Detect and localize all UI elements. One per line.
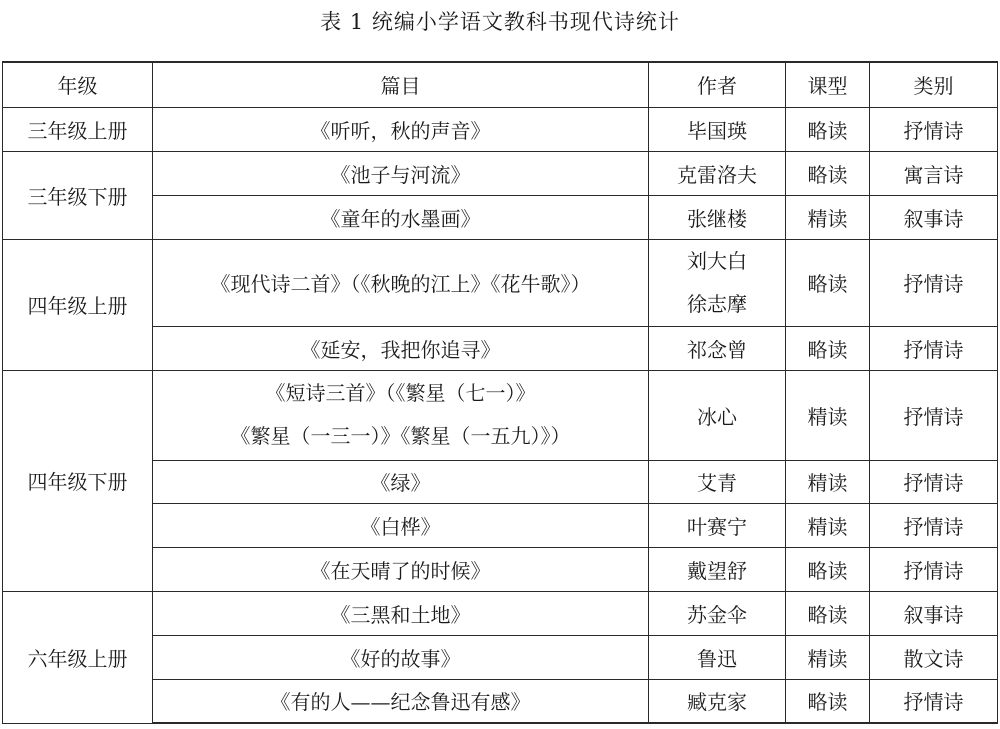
type-cell: 略读 xyxy=(786,151,870,195)
table-row xyxy=(3,679,998,723)
author-cell: 鲁迅 xyxy=(649,635,786,679)
author-cell xyxy=(649,239,786,326)
author-line: 徐志摩 xyxy=(687,291,747,316)
type-cell: 略读 xyxy=(786,239,870,326)
author-cell: 毕国瑛 xyxy=(649,107,786,151)
header-type: 课型 xyxy=(786,62,870,107)
grade-cell: 三年级下册 xyxy=(3,151,153,239)
header-author: 作者 xyxy=(649,62,786,107)
title-cell: 《童年的水墨画》 xyxy=(153,195,649,239)
title-cell: 《在天晴了的时候》 xyxy=(153,547,649,591)
category-cell: 抒情诗 xyxy=(870,370,998,460)
table-row xyxy=(3,591,998,635)
author-line: 刘大白 xyxy=(687,248,747,273)
category-cell: 抒情诗 xyxy=(870,326,998,370)
category-cell: 抒情诗 xyxy=(870,679,998,723)
type-cell: 精读 xyxy=(786,195,870,239)
category-cell: 叙事诗 xyxy=(870,195,998,239)
author-cell: 苏金伞 xyxy=(649,591,786,635)
table-row xyxy=(3,503,998,547)
table-row xyxy=(3,326,998,370)
table-row xyxy=(3,195,998,239)
author-cell: 艾青 xyxy=(649,460,786,503)
category-cell: 抒情诗 xyxy=(870,107,998,151)
title-cell: 《有的人——纪念鲁迅有感》 xyxy=(153,679,649,723)
grade-cell: 四年级上册 xyxy=(3,239,153,370)
header-grade: 年级 xyxy=(3,62,153,107)
table-row xyxy=(3,107,998,151)
header-row xyxy=(3,62,998,107)
category-cell: 叙事诗 xyxy=(870,591,998,635)
table-row xyxy=(3,547,998,591)
title-cell: 《延安，我把你追寻》 xyxy=(153,326,649,370)
grade-cell: 四年级下册 xyxy=(3,370,153,591)
author-cell: 冰心 xyxy=(649,370,786,460)
type-cell: 略读 xyxy=(786,326,870,370)
title-line: 《繁星（一三一）》《繁星（一五九）》） xyxy=(230,424,571,448)
category-cell: 抒情诗 xyxy=(870,547,998,591)
grade-cell: 三年级上册 xyxy=(3,107,153,151)
header-category: 类别 xyxy=(870,62,998,107)
author-cell: 祁念曾 xyxy=(649,326,786,370)
author-cell: 克雷洛夫 xyxy=(649,151,786,195)
type-cell: 略读 xyxy=(786,591,870,635)
title-cell: 《白桦》 xyxy=(153,503,649,547)
type-cell: 略读 xyxy=(786,107,870,151)
table-caption: 表 1 统编小学语文教科书现代诗统计 xyxy=(320,10,680,34)
poetry-statistics-table xyxy=(2,61,998,724)
title-cell: 《绿》 xyxy=(153,460,649,503)
table-row xyxy=(3,151,998,195)
type-cell: 精读 xyxy=(786,370,870,460)
author-cell: 臧克家 xyxy=(649,679,786,723)
title-cell xyxy=(153,370,649,460)
title-cell: 《三黑和土地》 xyxy=(153,591,649,635)
category-cell: 抒情诗 xyxy=(870,239,998,326)
grade-cell: 六年级上册 xyxy=(3,591,153,723)
category-cell: 抒情诗 xyxy=(870,503,998,547)
category-cell: 散文诗 xyxy=(870,635,998,679)
header-title: 篇目 xyxy=(153,62,649,107)
table-row xyxy=(3,460,998,503)
table-row xyxy=(3,370,998,460)
author-cell: 张继楼 xyxy=(649,195,786,239)
type-cell: 精读 xyxy=(786,503,870,547)
author-cell: 叶赛宁 xyxy=(649,503,786,547)
title-line: 《短诗三首》（《繁星（七一）》 xyxy=(265,381,536,405)
title-cell: 《池子与河流》 xyxy=(153,151,649,195)
author-cell: 戴望舒 xyxy=(649,547,786,591)
type-cell: 略读 xyxy=(786,547,870,591)
table-row xyxy=(3,239,998,326)
table-row xyxy=(3,635,998,679)
category-cell: 寓言诗 xyxy=(870,151,998,195)
type-cell: 精读 xyxy=(786,635,870,679)
type-cell: 精读 xyxy=(786,460,870,503)
title-cell: 《听听，秋的声音》 xyxy=(153,107,649,151)
title-cell: 《现代诗二首》（《秋晚的江上》《花牛歌》） xyxy=(153,239,649,326)
title-cell: 《好的故事》 xyxy=(153,635,649,679)
type-cell: 略读 xyxy=(786,679,870,723)
category-cell: 抒情诗 xyxy=(870,460,998,503)
